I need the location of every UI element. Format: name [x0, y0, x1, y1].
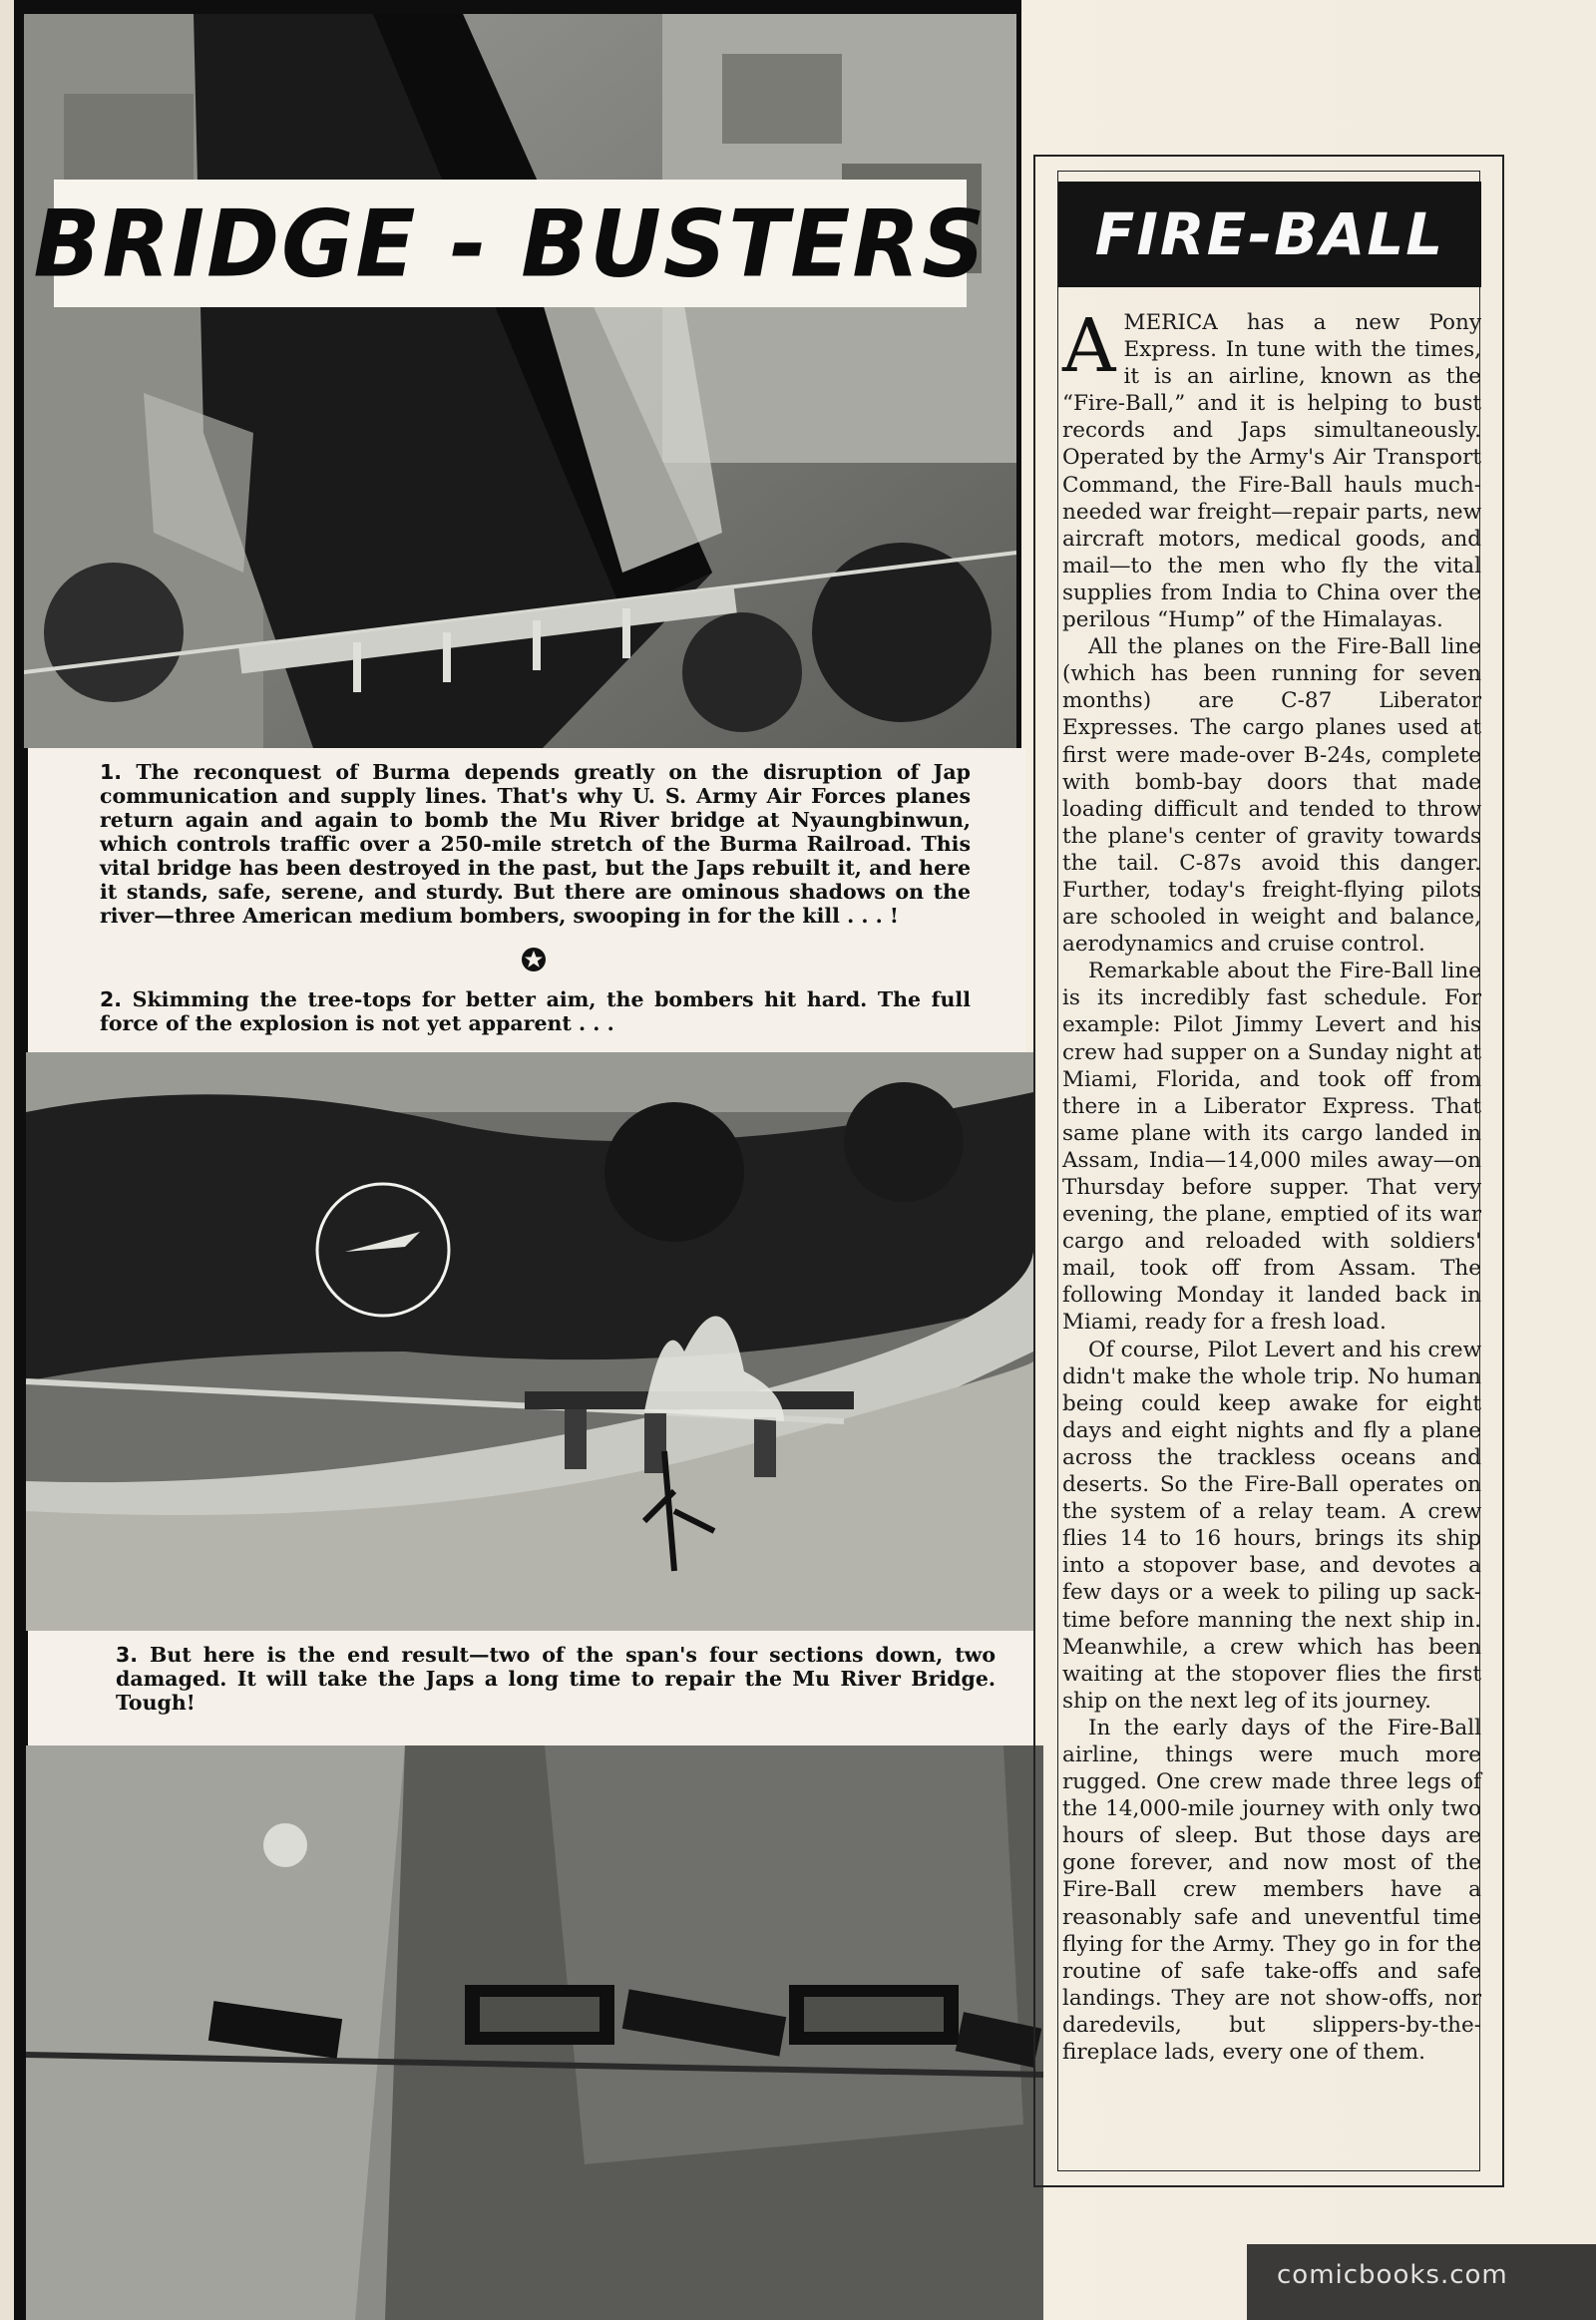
article-inner-frame — [1057, 171, 1480, 2171]
drop-cap: A — [1062, 303, 1116, 389]
article-title-bar — [1058, 182, 1481, 287]
caption-2-text: Skimming the tree-tops for better aim, the bombers hit hard. The full force of the explosion is not yet apparent . . . — [100, 987, 971, 1035]
article-body — [1062, 303, 1481, 2066]
photo-column — [14, 0, 1021, 2320]
page-headline: BRIDGE - BUSTERS — [33, 189, 988, 298]
article-paragraph-3: Remarkable about the Fire-Ball line is its incredibly fast schedule. For example: Pilot Jimmy Levert and his crew had supper on a Sunday night at Miami, Florida, and took off from there in a Liberator Express. That same plane with its cargo landed in Assam, India—14,000 miles away—on Thursday before supper. That very evening, the plane, emptied of its war cargo and reloaded with soldiers' mail, took off from Assam. The following Monday it landed back in Miami, ready for a fresh load. — [1062, 959, 1481, 1336]
aerial-photo-intact-bridge — [24, 14, 1016, 748]
aerial-photo-destroyed-bridge — [26, 1745, 1043, 2320]
caption-1 — [100, 760, 971, 928]
caption-1-text: The reconquest of Burma depends greatly on the disruption of Jap communication and supply lines. That's why U. S. Army Air Forces planes return again and again to bomb the Mu River bridge at Nyaungbinwun, which controls traffic over a 250-mile stretch of the Burma Railroad. This vital bridge has been destroyed in the past, but the Japs rebuilt it, and here it stands, safe, serene, and sturdy. But there are ominous shadows on the river—three American medium bombers, swooping in for the kill . . . ! — [100, 760, 971, 928]
caption-3-number: 3. — [116, 1643, 139, 1667]
caption-2-number: 2. — [100, 987, 123, 1011]
caption-2 — [100, 987, 971, 1035]
aerial-photo-bombing — [26, 1052, 1033, 1631]
article-paragraph-2: All the planes on the Fire-Ball line (which has been running for seven months) are C-87 Liberator Expresses. The cargo planes used at first were made-over B-24s, complete with bomb-bay doors that made loading difficult and tended to throw the plane's center of gravity towards the tail. C-87s avoid this danger. Further, today's freight-flying pilots are schooled in weight and balance, aerodynamics and cruise control. — [1062, 634, 1481, 958]
star-divider-icon — [520, 946, 548, 973]
headline-banner — [33, 180, 988, 307]
caption-3 — [116, 1643, 996, 1715]
caption-3-text: But here is the end result—two of the span's four sections down, two damaged. It will take the Japs a long time to repair the Mu River Bridge. Tough! — [116, 1643, 996, 1715]
caption-panel-bottom — [28, 1631, 1035, 1745]
caption-1-number: 1. — [100, 760, 123, 784]
article-title: FIRE-BALL — [1094, 200, 1445, 268]
caption-panel-top — [28, 748, 1025, 1052]
article-paragraph-5: In the early days of the Fire-Ball airline, things were much more rugged. One crew made three legs of the 14,000-mile journey with only two hours of sleep. But those days are gone forever, and now most of the Fire-Ball crew members have a reasonably safe and uneventful time flying for the Army. They go in for the routine of safe take-offs and safe landings. They are not show-offs, nor daredevils, but slippers-by-the-fireplace lads, every one of them. — [1062, 1715, 1481, 2065]
source-watermark: comicbooks.com — [1277, 2260, 1508, 2290]
article-paragraph-4: Of course, Pilot Levert and his crew didn't make the whole trip. No human being could keep awake for eight days and eight nights and fly a plane across the trackless oceans and deserts. So the Fire-Ball operates on the system of a relay team. A crew flies 14 to 16 hours, brings its ship into a stopover base, and devotes a few days or a week to piling up sack-time before manning the next ship in. Meanwhile, a crew which has been waiting at the stopover flies the first ship on the next leg of its journey. — [1062, 1337, 1481, 1714]
article-frame — [1033, 155, 1504, 2187]
article-paragraph-1 — [1062, 303, 1481, 633]
article-paragraph-1-text: MERICA has a new Pony Express. In tune with the times, it is an airline, known as the “Fire-Ball,” and it is helping to bust records and Japs simultaneously. Operated by the Army's Air Transport Command, the Fire-Ball hauls much-needed war freight—repair parts, new aircraft motors, medical goods, and mail—to the men who fly the vital supplies from India to China over the perilous “Hump” of the Himalayas. — [1062, 310, 1481, 633]
